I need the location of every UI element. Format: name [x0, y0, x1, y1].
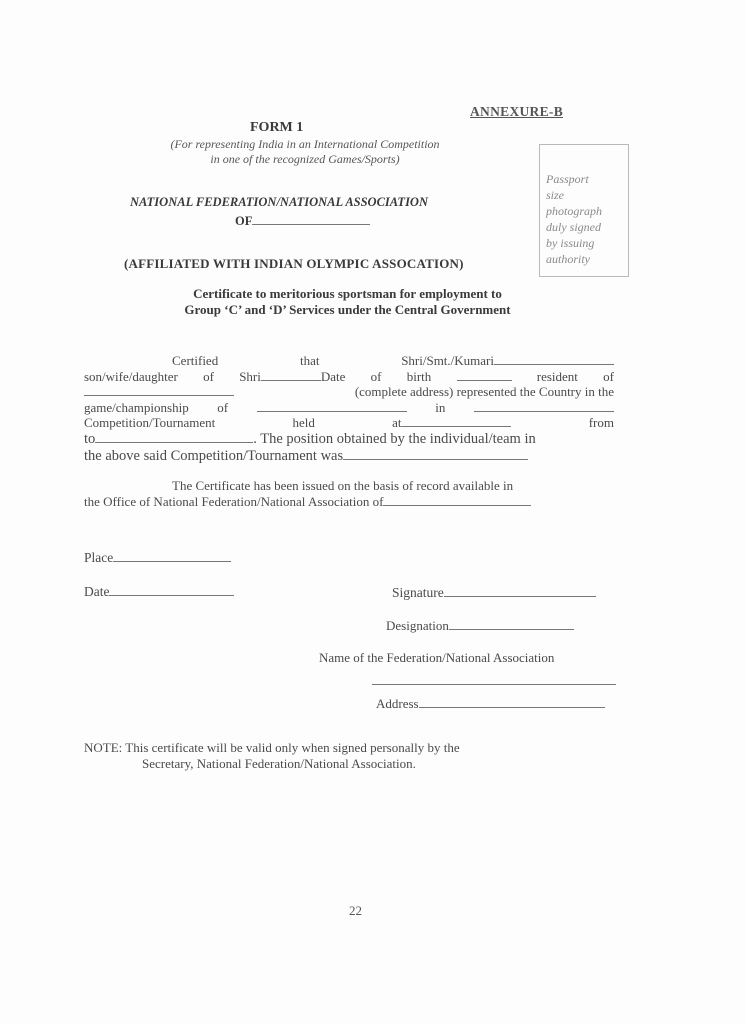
body-word: from — [588, 415, 614, 430]
certificate-basis-paragraph — [84, 478, 614, 510]
name-blank[interactable] — [494, 353, 614, 365]
date-label: Date — [84, 584, 110, 599]
body-word: to — [84, 430, 96, 447]
body-word: of — [203, 368, 214, 384]
place-label: Place — [84, 550, 114, 565]
designation-field — [386, 618, 574, 634]
para2-line-1: The Certificate has been issued on the basis of record available in — [172, 478, 514, 493]
federation-name-blank[interactable] — [252, 213, 370, 225]
certificate-heading-line-1: Certificate to meritorious sportsman for employment to — [193, 286, 502, 301]
year-blank[interactable] — [474, 400, 614, 412]
body-word: of — [217, 399, 229, 415]
form-subtitle — [100, 137, 510, 167]
father-name-blank[interactable] — [261, 369, 321, 381]
note-label: NOTE: — [84, 740, 123, 755]
para2-line-2: the Office of National Federation/National Association of — [84, 494, 614, 510]
photo-box-line: duly signed — [546, 220, 601, 234]
body-word: Shri/Smt./Kumari — [401, 353, 614, 369]
address-field — [376, 696, 605, 712]
body-word: of — [603, 368, 614, 384]
photo-box-line: Passport — [546, 172, 589, 186]
body-line-7 — [84, 448, 614, 465]
body-line-5 — [84, 415, 614, 431]
body-line-6 — [84, 431, 614, 448]
subtitle-line-1: (For representing India in an International Competition — [170, 137, 440, 151]
form-title: FORM 1 — [250, 120, 304, 135]
position-blank[interactable] — [343, 448, 528, 460]
body-word: . The position obtained by the individual/team in — [253, 430, 536, 447]
note-section — [84, 740, 624, 772]
to-date-blank[interactable] — [95, 431, 253, 443]
association-blank[interactable] — [383, 494, 531, 506]
affiliated-heading: (AFFILIATED WITH INDIAN OLYMPIC ASSOCATION) — [124, 256, 464, 271]
body-word: game/championship — [84, 399, 189, 415]
place-blank[interactable] — [113, 550, 231, 562]
federation-of-line — [235, 213, 370, 229]
federation-name-field-blank[interactable] — [372, 672, 616, 690]
body-word: Competition/Tournament — [84, 415, 216, 430]
federation-name-field: Name of the Federation/National Association — [319, 650, 555, 665]
dob-blank[interactable] — [457, 369, 512, 381]
body-word: at — [392, 415, 511, 431]
body-word: (complete address) represented the Country in the — [354, 384, 614, 399]
body-word: that — [299, 353, 320, 368]
date-field — [84, 584, 234, 600]
body-word: resident — [536, 368, 578, 384]
body-word: Shri Date — [239, 368, 346, 384]
body-word: held — [292, 415, 315, 430]
federation-heading: NATIONAL FEDERATION/NATIONAL ASSOCIATION — [130, 195, 428, 209]
photo-box-line: photograph — [546, 204, 603, 218]
passport-photo-box — [539, 144, 629, 277]
address-field-blank[interactable] — [419, 696, 605, 708]
address-label: Address — [376, 696, 419, 711]
page-number: 22 — [349, 903, 362, 918]
body-word: of — [370, 368, 382, 384]
designation-blank[interactable] — [449, 618, 574, 630]
designation-label: Designation — [386, 618, 449, 633]
annexure-label: ANNEXURE-B — [470, 104, 564, 119]
certificate-heading-line-2: Group ‘C’ and ‘D’ Services under the Central Government — [184, 302, 511, 317]
photo-box-line: by issuing — [546, 236, 595, 250]
body-line-2 — [84, 369, 614, 385]
note-text: This certificate will be valid only when signed personally by the — [125, 740, 460, 755]
venue-blank[interactable] — [401, 415, 511, 427]
certificate-heading — [100, 286, 595, 318]
note-line-1 — [84, 740, 624, 756]
body-word: son/wife/daughter — [84, 368, 178, 384]
game-blank[interactable] — [257, 400, 407, 412]
body-word: birth — [406, 368, 432, 384]
subtitle-line-2: in one of the recognized Games/Sports) — [210, 152, 400, 166]
body-line-1 — [84, 353, 614, 369]
body-line-3 — [84, 384, 614, 400]
note-line-2: Secretary, National Federation/National Association. — [142, 756, 416, 771]
body-line-4 — [84, 400, 614, 416]
signature-field — [392, 585, 596, 601]
address-blank[interactable] — [84, 384, 234, 396]
certificate-body — [84, 353, 614, 465]
photo-box-line: size — [546, 188, 564, 202]
photo-box-line: authority — [546, 252, 590, 266]
place-field — [84, 550, 231, 566]
signature-label: Signature — [392, 585, 444, 600]
date-blank[interactable] — [109, 584, 234, 596]
body-word: the above said Competition/Tournament was — [84, 447, 344, 464]
body-word: Certified — [172, 353, 219, 368]
signature-blank[interactable] — [444, 585, 596, 597]
of-label: OF — [235, 214, 253, 228]
body-word: in — [435, 399, 446, 415]
